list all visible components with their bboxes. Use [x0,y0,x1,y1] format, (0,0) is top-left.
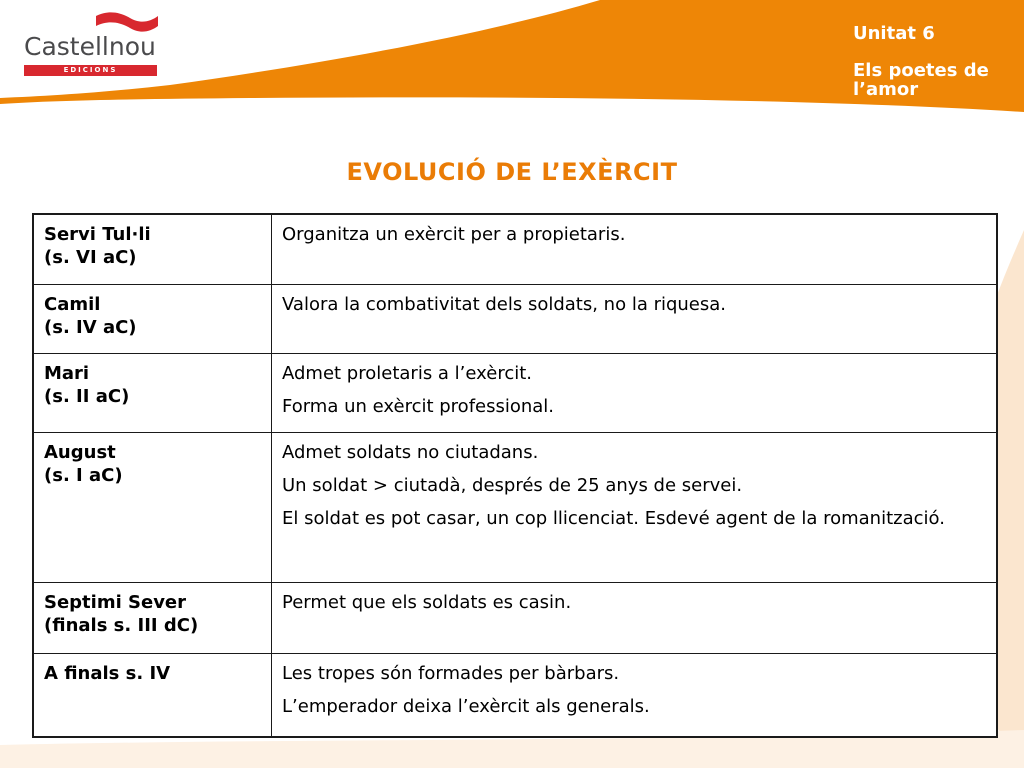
table-row [33,284,997,353]
ruler-line: (s. I aC) [44,464,123,486]
description-cell [272,284,998,353]
ruler-cell [33,214,272,284]
description-cell [272,214,998,284]
description-cell [272,582,998,653]
description-line: L’emperador deixa l’exèrcit als generals. [282,695,650,717]
ruler-line: Servi Tul·li [44,224,151,245]
description-cell [272,432,998,582]
ruler-line: August [44,441,116,463]
army-evolution-table [32,213,998,738]
ruler-line: A finals s. IV [44,662,171,684]
table-row [33,653,997,737]
description-line: Valora la combativitat dels soldats, no la riquesa. [282,293,727,315]
table-row [33,432,997,582]
description-cell [272,353,998,432]
description-line: Les tropes són formades per bàrbars. [282,662,620,684]
ruler-line: Mari [44,362,90,384]
ruler-line: (s. IV aC) [44,316,137,338]
description-line: Admet soldats no ciutadans. [282,441,539,463]
table-row [33,214,997,284]
description-line: El soldat es pot casar, un cop llicenciat. Esdevé agent de la romanització. [282,507,945,529]
unit-title: Unitat 6 [853,23,935,44]
ruler-cell [33,284,272,353]
ruler-cell [33,653,272,737]
ruler-line: (s. VI aC) [44,247,137,268]
description-cell [272,653,998,737]
ruler-line: (finals s. III dC) [44,614,199,636]
table-row [33,353,997,432]
description-line: Un soldat > ciutadà, després de 25 anys de servei. [282,474,743,496]
unit-subtitle: Els poetes de l’amor [853,60,989,100]
slide-title: EVOLUCIÓ DE L’EXÈRCIT [346,158,678,186]
ruler-cell [33,432,272,582]
castellnou-logo [22,8,162,80]
table-body [33,214,997,737]
logo-name: Castellnou [24,32,156,61]
description-line: Organitza un exèrcit per a propietaris. [282,224,626,245]
description-line: Forma un exèrcit professional. [282,395,555,417]
table-row [33,582,997,653]
description-line: Permet que els soldats es casin. [282,591,572,613]
unit-info [853,24,1003,99]
description-line: Admet proletaris a l’exèrcit. [282,362,533,384]
logo-subtitle: EDICIONS [63,66,118,74]
ruler-cell [33,582,272,653]
ruler-cell [33,353,272,432]
ruler-line: Camil [44,293,101,315]
ruler-line: (s. II aC) [44,385,130,407]
ruler-line: Septimi Sever [44,591,187,613]
